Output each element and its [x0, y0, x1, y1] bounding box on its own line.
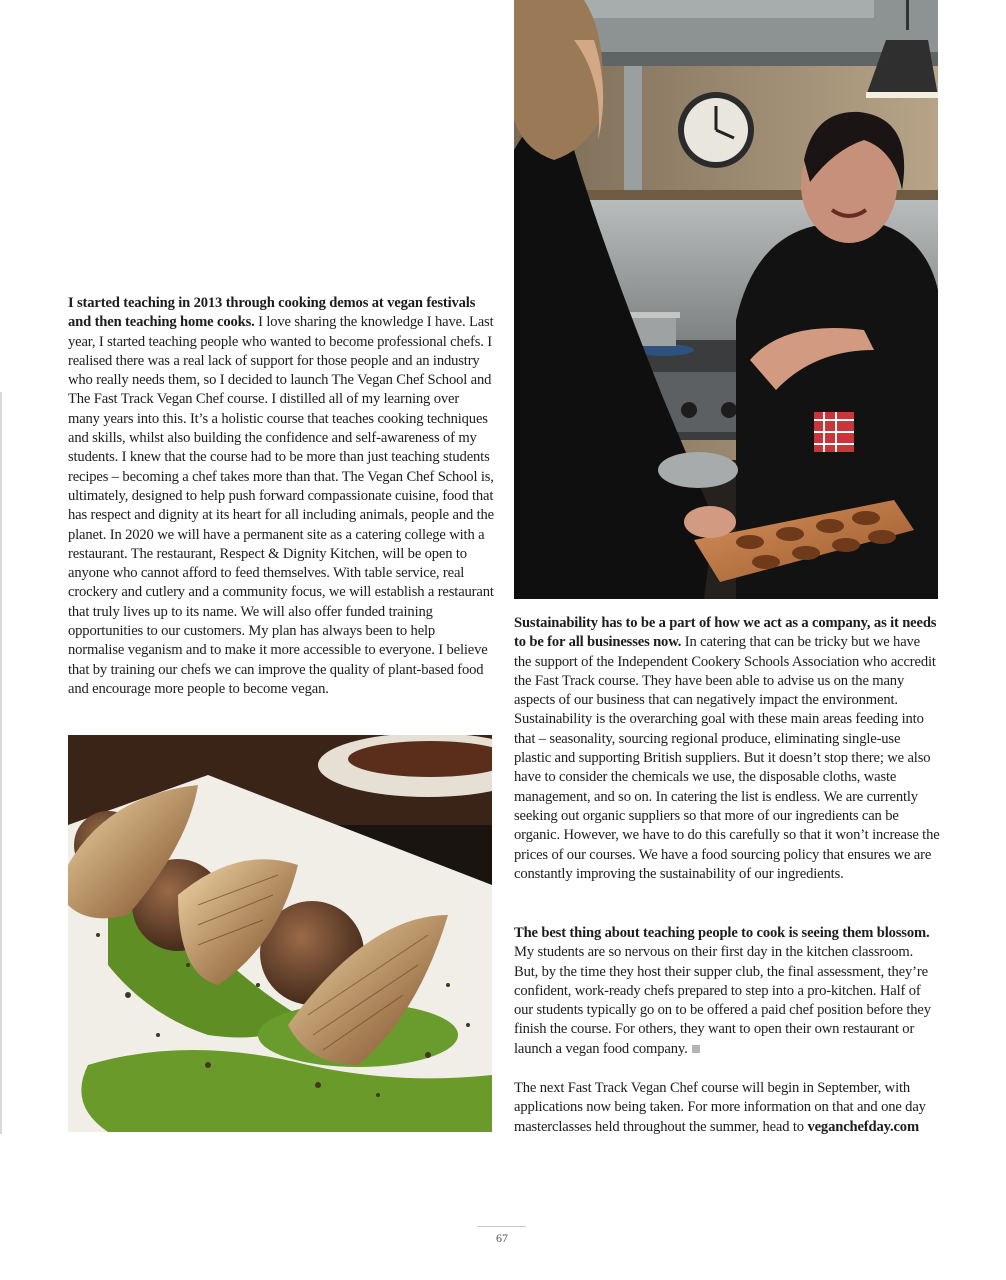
- blossom-paragraph: [514, 924, 940, 1059]
- website-link[interactable]: veganchefday.com: [807, 1118, 919, 1135]
- left-lead-text: I started teaching in 2013 through cooking demos at vegan festivals and then teaching home cooks.: [68, 295, 476, 331]
- sustainability-paragraph: [514, 614, 940, 884]
- left-article-column: [68, 294, 494, 699]
- right-article-paragraph-blossom: [514, 924, 940, 1059]
- info-paragraph: [514, 1079, 940, 1137]
- right-article-paragraph-sustainability: [514, 614, 940, 884]
- blossom-lead-text: The best thing about teaching people to cook is seeing them blossom.: [514, 925, 930, 941]
- left-paragraph: [68, 294, 494, 699]
- sustainability-body-text: In catering that can be tricky but we have the support of the Independent Cookery Schools Association who accredit the Fast Track course. They have been able to advise us on the many aspects of our business that can negatively impact the environment. Sustainability is the overarching goal with these main areas feeding into that – seasonality, sourcing regional produce, eliminating single-use plastic and supporting British suppliers. But it doesn’t stop there; we also have to consider the chemicals we use, the disposable cloths, waste management, and so on. In catering the list is endless. We are currently seeking out organic suppliers so that more of our ingredients can be organic. However, we have to do this carefully so that it won’t increase the prices of our courses. We have a food sourcing policy that ensures we are constantly improving the sustainability of our ingredients.: [514, 634, 940, 882]
- info-body-text: The next Fast Track Vegan Chef course will begin in September, with applications now being taken. For more information on that and one day masterclasses held throughout the summer, head to: [514, 1080, 926, 1135]
- food-photo: [68, 735, 492, 1132]
- end-of-article-mark: [692, 1045, 700, 1053]
- blossom-body-text: My students are so nervous on their first day in the kitchen classroom. But, by the time they host their supper club, the final assessment, they’re confident, work-ready chefs prepared to step into a pro-kitchen. Half of our students typically go on to be offered a paid chef position before they finish the course. For others, they want to open their own restaurant or launch a vegan food company.: [514, 944, 931, 1057]
- right-article-paragraph-info: [514, 1079, 940, 1137]
- sustainability-lead-text: Sustainability has to be a part of how we act as a company, as it needs to be for all businesses now.: [514, 615, 937, 651]
- kitchen-photo: [514, 0, 938, 599]
- page-number: 67: [478, 1226, 526, 1246]
- left-body-text: I love sharing the knowledge I have. Last year, I started teaching people who wanted to become professional chefs. I realised there was a real lack of support for those people and an industry who really needs them, so I decided to launch The Vegan Chef School and The Fast Track Vegan Chef course. I distilled all of my learning over many years into this. It’s a holistic course that teaches cooking techniques and skills, whilst also building the confidence and self-awareness of my students. I knew that the course had to be more than just teaching students recipes – becoming a chef takes more than that. The Vegan Chef School is, ultimately, designed to help push forward compassionate cuisine, food that has respect and dignity at its heart for all including animals, people and the planet. In 2020 we will have a permanent site as a catering college with a restaurant. The restaurant, Respect & Dignity Kitchen, will be open to anyone who cannot afford to feed themselves. With table service, real crockery and cutlery and a community focus, we will establish a restaurant that truly lives up to its name. We will also offer funded training opportunities to our customers. My plan has always been to help normalise veganism and to make it more accessible to everyone. I believe that by training our chefs we can improve the quality of plant-based food and encourage more people to become vegan.: [68, 314, 494, 697]
- page-edge-rule: [0, 392, 2, 1134]
